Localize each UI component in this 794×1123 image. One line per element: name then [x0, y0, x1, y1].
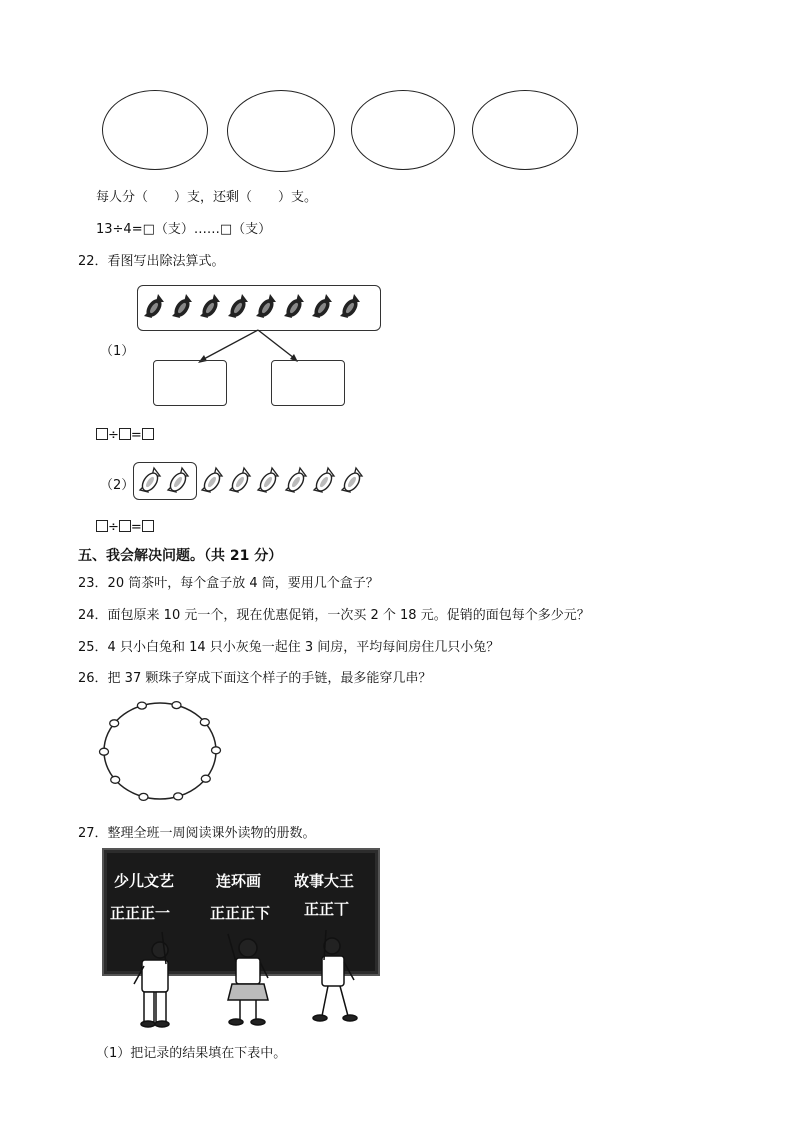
answer-square[interactable] — [96, 520, 108, 532]
bracelet — [98, 696, 222, 806]
q22-part2-label: （2） — [100, 478, 135, 493]
q26-text: 26．把 37 颗珠子穿成下面这个样子的手链，最多能穿几串？ — [78, 671, 432, 686]
answer-square[interactable] — [142, 520, 154, 532]
answer-square[interactable] — [119, 428, 131, 440]
bead — [201, 775, 210, 782]
empty-box-left — [153, 360, 227, 406]
bead — [100, 748, 109, 755]
answer-ellipse-4 — [472, 90, 578, 170]
answer-ellipse-1 — [102, 90, 208, 170]
q22-title: 22．看图写出除法算式。 — [78, 254, 225, 269]
q22-part1-label: （1） — [100, 344, 135, 359]
category-0: 少儿文艺 — [114, 872, 175, 890]
candy-row-1 — [140, 288, 380, 328]
q22-part1-equation: ÷ = — [96, 428, 154, 443]
bead — [174, 793, 183, 800]
q21-answer-line: 每人分（ ）支，还剩（ ）支。 — [96, 190, 318, 205]
answer-ellipse-3 — [351, 90, 455, 170]
bead — [139, 793, 148, 800]
empty-box-right — [271, 360, 345, 406]
child-figure-right — [313, 930, 357, 1021]
q27-sub1: （1）把记录的结果填在下表中。 — [96, 1046, 287, 1061]
child-figure-middle — [228, 934, 268, 1025]
tally-2: 正正丅 — [304, 900, 350, 918]
category-2: 故事大王 — [294, 872, 355, 890]
bead — [137, 702, 146, 709]
answer-square[interactable] — [96, 428, 108, 440]
bead — [212, 747, 221, 754]
bead — [200, 719, 209, 726]
answer-square[interactable] — [119, 520, 131, 532]
tally-0: 正正正一 — [110, 904, 171, 922]
bead — [110, 720, 119, 727]
q22-part2-equation: ÷ = — [96, 520, 154, 535]
tally-1: 正正正下 — [210, 904, 271, 922]
q21-equation: 13÷4=□（支）……□（支） — [96, 222, 272, 237]
answer-ellipse-2 — [227, 90, 335, 172]
candy-outline-icon — [139, 468, 160, 494]
q25-text: 25．4 只小白兔和 14 只小灰兔一起住 3 间房，平均每间房住几只小兔？ — [78, 640, 500, 655]
category-1: 连环画 — [216, 872, 262, 890]
answer-square[interactable] — [142, 428, 154, 440]
q27-text: 27．整理全班一周阅读课外读物的册数。 — [78, 826, 316, 841]
candy-icon — [143, 294, 164, 320]
section5-title: 五、我会解决问题。（共 21 分） — [78, 548, 283, 564]
candy-row-2 — [136, 462, 366, 500]
bead — [111, 776, 120, 783]
children-illustration — [100, 920, 380, 1030]
q24-text: 24．面包原来 10 元一个，现在优惠促销，一次买 2 个 18 元。促销的面包每个多少元？ — [78, 608, 590, 623]
child-figure-left — [134, 932, 169, 1027]
bead — [172, 702, 181, 709]
q23-text: 23．20 筒茶叶，每个盒子放 4 筒，要用几个盒子？ — [78, 576, 379, 591]
